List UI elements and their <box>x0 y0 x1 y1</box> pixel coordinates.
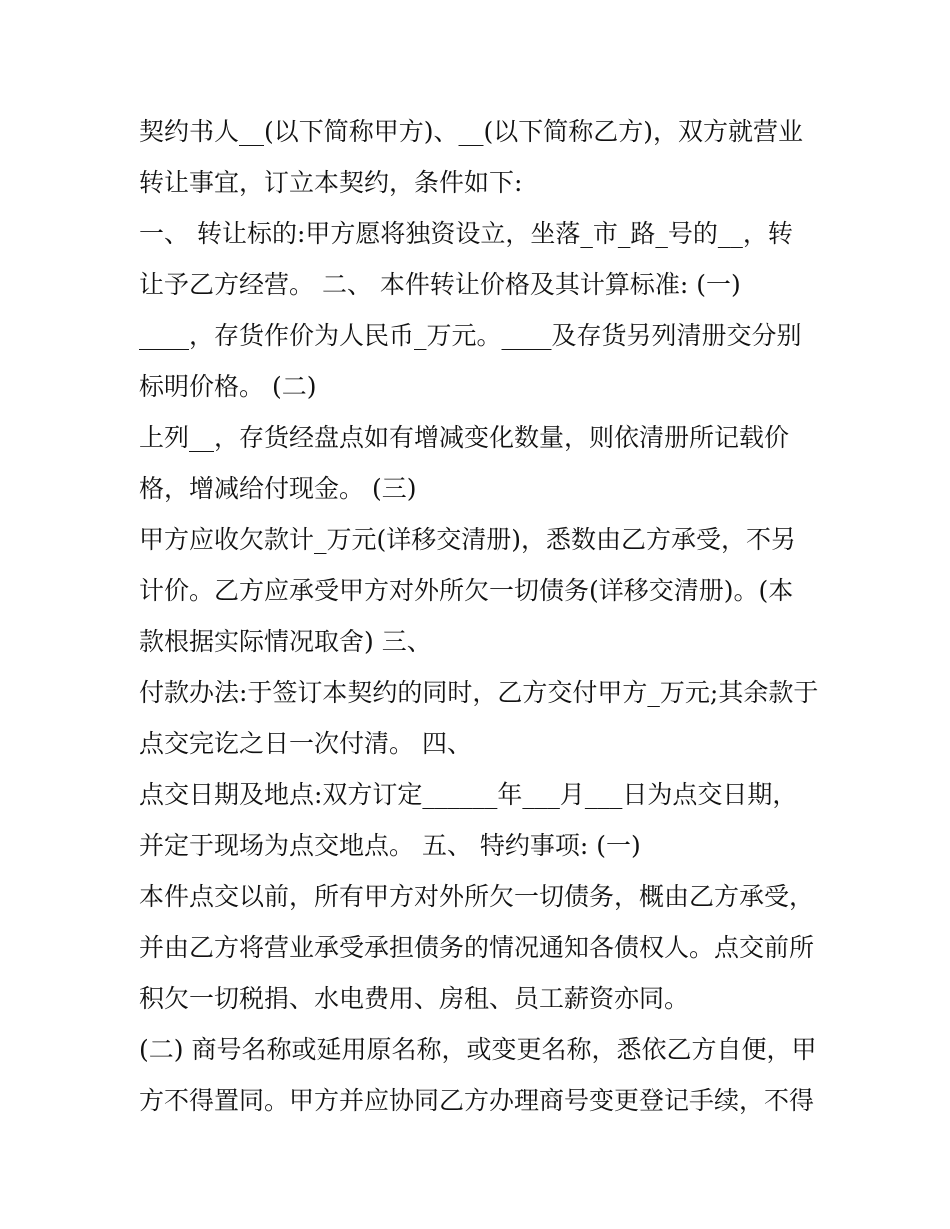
text-line-14: 点交日期及地点:双方订定______年___月___日为点交日期， <box>139 780 798 809</box>
text-line-9: 甲方应收欠款计_万元(详移交清册)，悉数由乙方承受，不另 <box>139 525 797 554</box>
text-line-1: 契约书人__(以下简称甲方)、__(以下简称乙方)，双方就营业 <box>139 117 804 146</box>
contract-body-text <box>139 106 819 1126</box>
text-line-7: 上列__，存货经盘点如有增减变化数量，则依清册所记载价 <box>139 423 790 452</box>
text-line-20: 方不得置同。甲方并应协同乙方办理商号变更登记手续，不得 <box>139 1086 815 1115</box>
text-line-13: 点交完讫之日一次付清。 四、 <box>139 729 472 758</box>
text-line-5: ____，存货作价为人民币_万元。____及存货另列清册交分别 <box>139 321 802 350</box>
text-line-16: 本件点交以前，所有甲方对外所欠一切债务，概由乙方承受， <box>139 882 815 911</box>
text-line-15: 并定于现场为点交地点。 五、 特约事项: (一) <box>139 831 641 860</box>
text-line-3: 一、 转让标的:甲方愿将独资设立，坐落_市_路_号的__，转 <box>139 219 793 248</box>
text-line-2: 转让事宜，订立本契约，条件如下: <box>139 168 523 197</box>
text-line-6: 标明价格。 (二) <box>139 372 317 401</box>
text-line-18: 积欠一切税捐、水电费用、房租、员工薪资亦同。 <box>139 984 690 1013</box>
text-line-17: 并由乙方将营业承受承担债务的情况通知各债权人。点交前所 <box>139 933 815 962</box>
text-line-12: 付款办法:于签订本契约的同时，乙方交付甲方_万元;其余款于 <box>139 678 819 707</box>
text-line-11: 款根据实际情况取舍) 三、 <box>139 627 432 656</box>
text-line-10: 计价。乙方应承受甲方对外所欠一切债务(详移交清册)。(本 <box>139 576 794 605</box>
text-line-19: (二) 商号名称或延用原名称，或变更名称，悉依乙方自便，甲 <box>139 1035 817 1064</box>
text-line-4: 让予乙方经营。 二、 本件转让价格及其计算标准: (一) <box>139 270 741 299</box>
text-line-8: 格，增减给付现金。 (三) <box>139 474 417 503</box>
